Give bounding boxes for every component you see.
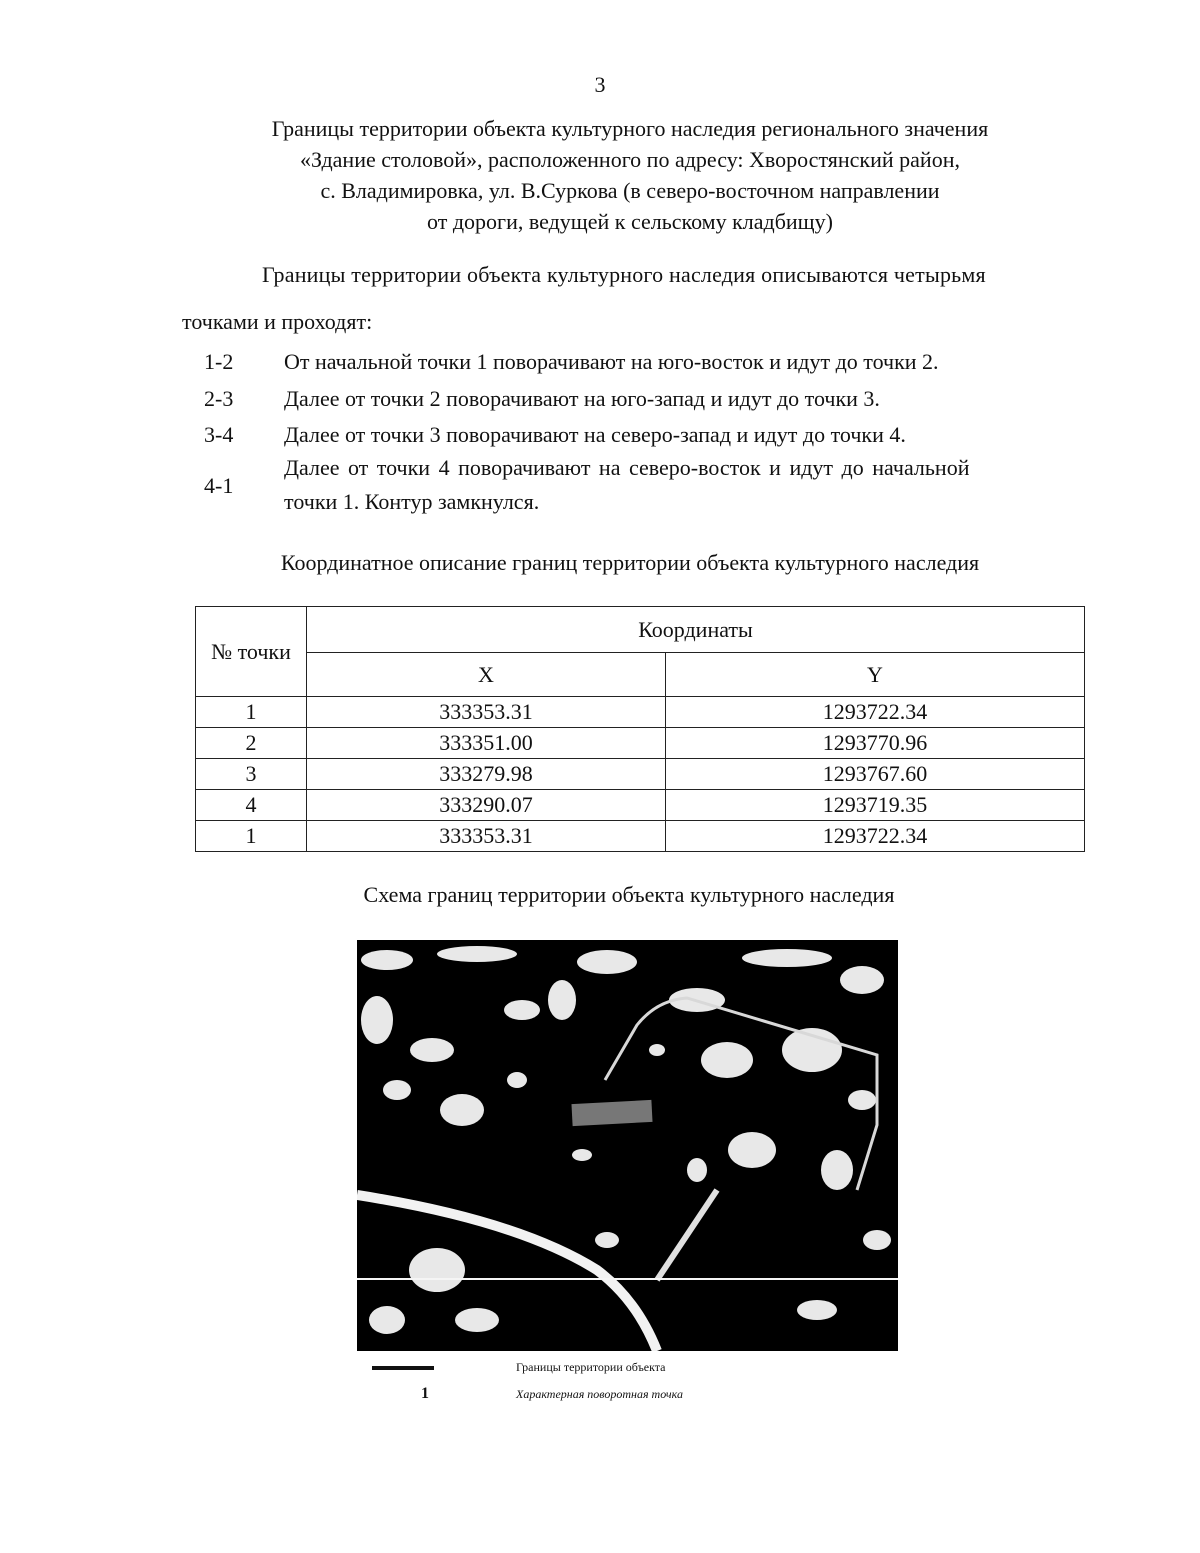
y-cell: 1293722.34 [666,697,1085,728]
scheme-caption: Схема границ территории объекта культурного наследия [363,882,895,907]
x-cell: 333351.00 [307,728,666,759]
point-cell: 3 [196,759,307,790]
document-title [130,113,1130,237]
step-text: От начальной точки 1 поворачивают на юго-восток и идут до точки 2. [284,349,939,374]
satellite-map-image [357,940,898,1351]
point-cell: 2 [196,728,307,759]
x-cell: 333353.31 [307,821,666,852]
x-cell: 333290.07 [307,790,666,821]
title-line: с. Владимировка, ул. В.Суркова (в северо-восточном направлении [320,178,940,203]
point-cell: 1 [196,697,307,728]
legend-point-symbol: 1 [421,1385,429,1402]
table-row [196,728,1085,759]
legend-boundary-label: Границы территории объекта [516,1360,666,1374]
step-number: 2-3 [204,386,234,411]
intro-paragraph-line2: точками и проходят: [182,309,373,334]
step-text: Далее от точки 4 поворачивают на северо-восток и идут до начальной [284,455,970,480]
point-cell: 4 [196,790,307,821]
map-graphic [357,940,898,1351]
coordinates-caption: Координатное описание границ территории объекта культурного наследия [280,550,980,575]
page-number: 3 [594,72,606,97]
x-cell: 333353.31 [307,697,666,728]
y-column-header: Y [666,653,1085,697]
x-column-header: X [307,653,666,697]
step-text: Далее от точки 2 поворачивают на юго-запад и идут до точки 3. [284,386,880,411]
legend-point-label: Характерная поворотная точка [516,1387,683,1401]
title-line: «Здание столовой», расположенного по адресу: Хворостянский район, [300,147,960,172]
y-cell: 1293722.34 [666,821,1085,852]
legend-boundary-symbol [372,1366,434,1370]
y-cell: 1293719.35 [666,790,1085,821]
y-cell: 1293767.60 [666,759,1085,790]
coordinates-column-header: Координаты [307,607,1085,653]
x-cell: 333279.98 [307,759,666,790]
coordinates-table [195,606,1085,852]
step-text: Далее от точки 3 поворачивают на северо-запад и идут до точки 4. [284,422,906,447]
building-shape [571,1100,652,1126]
point-column-header: № точки [196,607,307,697]
step-number: 1-2 [204,349,234,374]
title-line: от дороги, ведущей к сельскому кладбищу) [427,209,833,234]
table-row [196,697,1085,728]
table-row [196,790,1085,821]
table-row [196,821,1085,852]
intro-paragraph-line1: Границы территории объекта культурного наследия описываются четырьмя [262,262,986,287]
table-row [196,759,1085,790]
step-number: 3-4 [204,422,234,447]
title-line: Границы территории объекта культурного наследия регионального значения [271,116,989,141]
point-cell: 1 [196,821,307,852]
y-cell: 1293770.96 [666,728,1085,759]
step-number: 4-1 [204,473,234,498]
step-text-continued: точки 1. Контур замкнулся. [284,489,540,514]
